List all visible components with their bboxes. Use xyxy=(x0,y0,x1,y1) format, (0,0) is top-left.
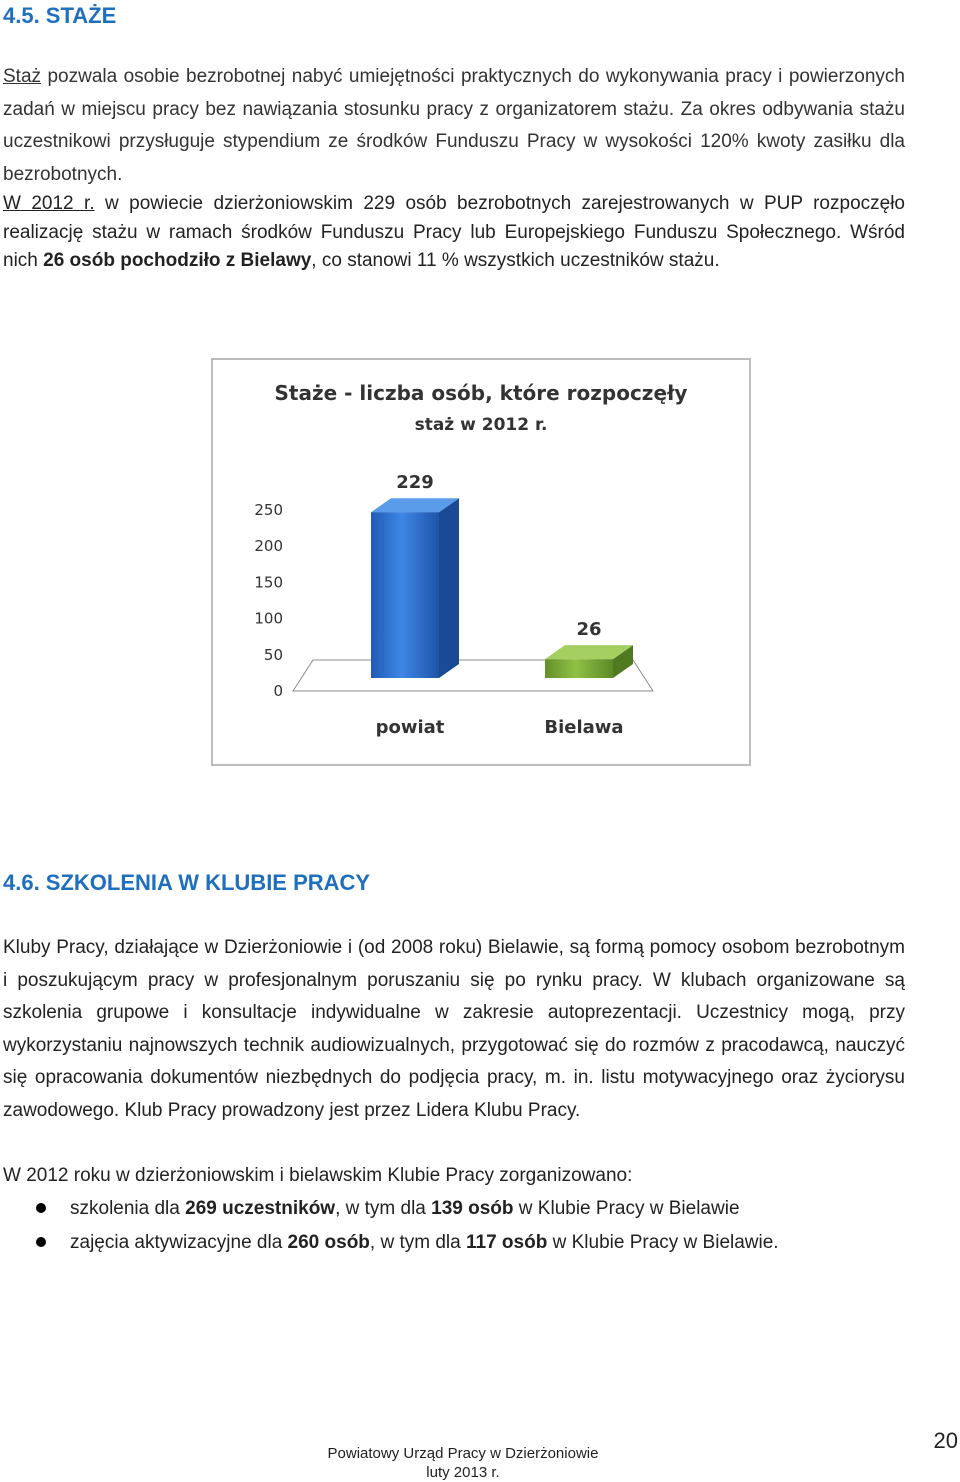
chart-subtitle: staż w 2012 r. xyxy=(414,415,548,435)
paragraph-text: w powiecie dzierżoniowskim 229 osób bezrobotnych zarejestrowanych w PUP rozpoczęło realizację stażu w ramach środków Funduszu Pracy lub Europejskiego Funduszu Społecznego. Wśród nich xyxy=(3,193,905,271)
bullet-dot-icon xyxy=(36,1203,46,1213)
y-tick-label: 200 xyxy=(254,537,283,556)
data-label-powiat: 229 xyxy=(396,472,434,494)
lead-year: W 2012 r. xyxy=(3,193,95,214)
y-tick-label: 0 xyxy=(273,682,283,700)
item-bold: 117 osób xyxy=(466,1232,548,1253)
y-tick-label: 50 xyxy=(263,645,283,664)
x-tick-label-powiat: powiat xyxy=(375,717,445,738)
bold-highlight: 26 osób pochodziło z Bielawy xyxy=(43,250,312,271)
bar-bielawa xyxy=(545,659,613,678)
bullet-list xyxy=(0,1192,905,1260)
bars xyxy=(371,472,633,678)
bar-chart xyxy=(211,358,751,766)
x-tick-label-bielawa: Bielawa xyxy=(544,717,624,738)
y-tick-label: 250 xyxy=(254,501,283,519)
y-tick-label: 150 xyxy=(254,573,283,592)
section-heading-stazhe: 4.5. STAŻE xyxy=(3,3,117,28)
item-bold: 260 osób xyxy=(287,1232,370,1253)
item-bold: 269 uczestników xyxy=(185,1198,336,1219)
item-text: w Klubie Pracy w Bielawie. xyxy=(547,1232,779,1253)
item-text: zajęcia aktywizacyjne dla xyxy=(70,1232,288,1253)
item-bold: 139 osób xyxy=(431,1198,514,1219)
list-item xyxy=(0,1226,905,1260)
term-staz: Staż xyxy=(3,66,42,87)
chart-title: Staże - liczba osób, które rozpoczęły xyxy=(274,381,688,405)
y-axis-ticks xyxy=(254,501,283,700)
bar-powiat xyxy=(371,512,439,678)
item-text: szkolenia dla xyxy=(70,1198,186,1219)
section-heading-szkolenia: 4.6. SZKOLENIA W KLUBIE PRACY xyxy=(3,870,371,895)
data-label-bielawa: 26 xyxy=(576,619,602,641)
x-axis-labels xyxy=(376,717,624,738)
list-item xyxy=(0,1192,905,1226)
footer-institution: Powiatowy Urząd Pracy w Dzierżoniowie xyxy=(327,1445,599,1462)
paragraph-text: pozwala osobie bezrobotnej nabyć umiejętności praktycznych do wykonywania pracy i powierzonych zadań w miejscu pracy bez nawiązania stosunku pracy z organizatorem stażu. Za okres odbywania stażu uczestnikowi przysługuje stypendium ze środków Funduszu Pracy w wysokości 120% kwoty zasiłku dla bezrobotnych. xyxy=(3,66,905,185)
paragraph-staz-definition xyxy=(3,61,905,191)
footer-date: luty 2013 r. xyxy=(426,1464,500,1481)
paragraph-text: , co stanowi 11 % wszystkich uczestników stażu. xyxy=(311,250,720,271)
item-text: , w tym dla xyxy=(369,1232,466,1253)
bar-side-powiat xyxy=(439,498,459,678)
bullet-dot-icon xyxy=(36,1237,46,1247)
paragraph-2012-summary: W 2012 roku w dzierżoniowskim i bielawskim Klubie Pracy zorganizowano: xyxy=(3,1165,633,1186)
item-text: w Klubie Pracy w Bielawie xyxy=(513,1198,740,1219)
paragraph-kluby-pracy: Kluby Pracy, działające w Dzierżoniowie i (od 2008 roku) Bielawie, są formą pomocy osobom bezrobotnym i poszukującym pracy w profesjonalnym poruszaniu się po rynku pracy. W klubach organizowane są szkolenia grupowe i konsultacje indywidualne w zakresie autoprezentacji. Uczestnicy mogą, przy wykorzystaniu najnowszych technik audiowizualnych, przygotować się do rozmów z pracodawcą, nauczyć się opracowania dokumentów niezbędnych do podjęcia pracy, m. in. listu motywacyjnego oraz życiorysu zawodowego. Klub Pracy prowadzony jest przez Lidera Klubu Pracy. xyxy=(3,937,905,1121)
page-number: 20 xyxy=(933,1428,958,1453)
y-tick-label: 100 xyxy=(254,609,283,628)
chart-canvas xyxy=(213,360,749,764)
paragraph-staz-2012 xyxy=(3,190,905,276)
item-text: , w tym dla xyxy=(335,1198,432,1219)
